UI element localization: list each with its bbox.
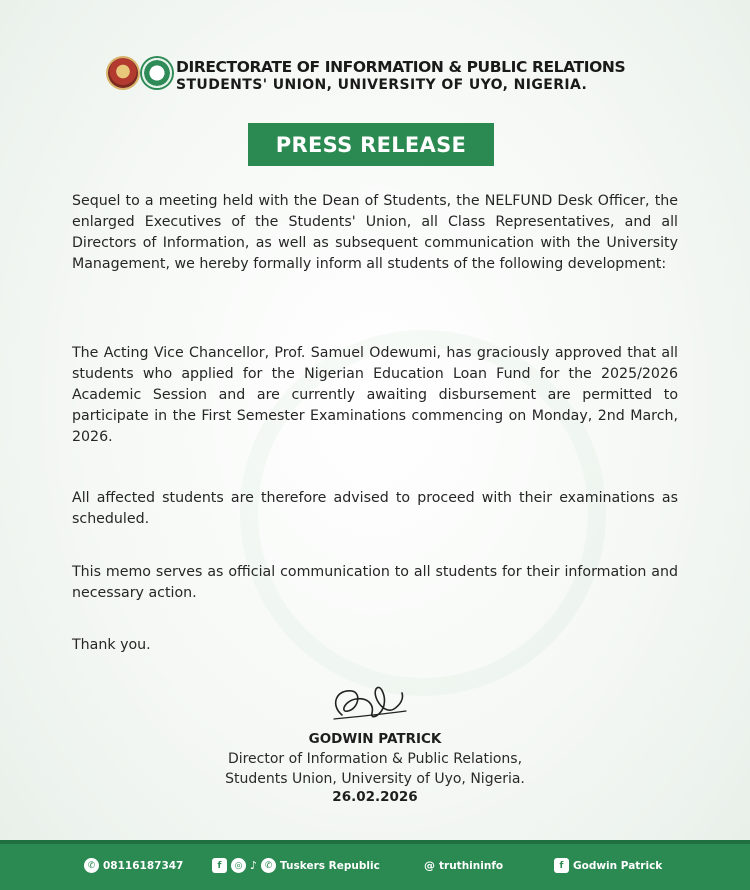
tiktok-icon: ♪ [250,859,258,872]
press-release-banner: PRESS RELEASE [248,123,494,166]
signatory-name: GODWIN PATRICK [308,731,442,747]
paragraph-approval [72,343,678,448]
paragraph-text: The Acting Vice Chancellor, Prof. Samuel Odewumi, has graciously approved that all students who applied for the Nigerian Education Loan Fund for the 2025/2026 Academic Session and are currently awaiting disbursement are permitted to participate in the First Semester Examinations commencing on Monday, 2nd March, 2026. [72,345,678,445]
letterhead-title: DIRECTORATE OF INFORMATION & PUBLIC RELATIONS [176,58,626,76]
paragraph-text: This memo serves as official communication to all students for their information and necessary action. [72,564,678,601]
footer-social[interactable] [212,858,380,873]
threads-icon: @ [424,859,435,872]
letterhead-subtitle: STUDENTS' UNION, UNIVERSITY OF UYO, NIGERIA. [176,77,588,93]
paragraph-intro [72,191,678,275]
paragraph-text: Thank you. [72,637,151,653]
footer-facebook-text: Godwin Patrick [573,859,663,872]
footer-phone-text: 08116187347 [103,859,184,872]
footer-threads[interactable] [424,858,503,873]
paragraph-text: All affected students are therefore advised to proceed with their examinations as scheduled. [72,490,678,527]
footer-social-text: Tuskers Republic [280,859,380,872]
handwritten-signature [322,675,412,730]
paragraph-text: Sequel to a meeting held with the Dean of Students, the NELFUND Desk Officer, the enlarged Executives of the Students' Union, all Class Representatives, and all Directors of Information, as well as subsequent communication with the University Management, we hereby formally inform all students of the following development: [72,193,678,272]
paragraph-advice [72,488,678,530]
whatsapp-icon: ✆ [84,858,99,873]
footer-threads-text: truthininfo [439,859,504,872]
footer-phone[interactable] [84,858,183,873]
footer-bar [0,844,750,890]
paragraph-thanks [72,635,678,656]
footer-facebook[interactable] [554,858,662,873]
paragraph-memo [72,562,678,604]
release-date: 26.02.2026 [332,789,418,805]
signatory-title-line: Students Union, University of Uyo, Nigeria. [225,771,525,787]
signatory-title [0,749,750,789]
facebook-icon: f [212,858,227,873]
facebook-icon: f [554,858,569,873]
whatsapp-icon: ✆ [261,858,276,873]
university-logo [142,58,172,88]
instagram-icon: ◎ [231,858,246,873]
students-union-logo [108,58,138,88]
signatory-title-line: Director of Information & Public Relations, [227,751,523,767]
